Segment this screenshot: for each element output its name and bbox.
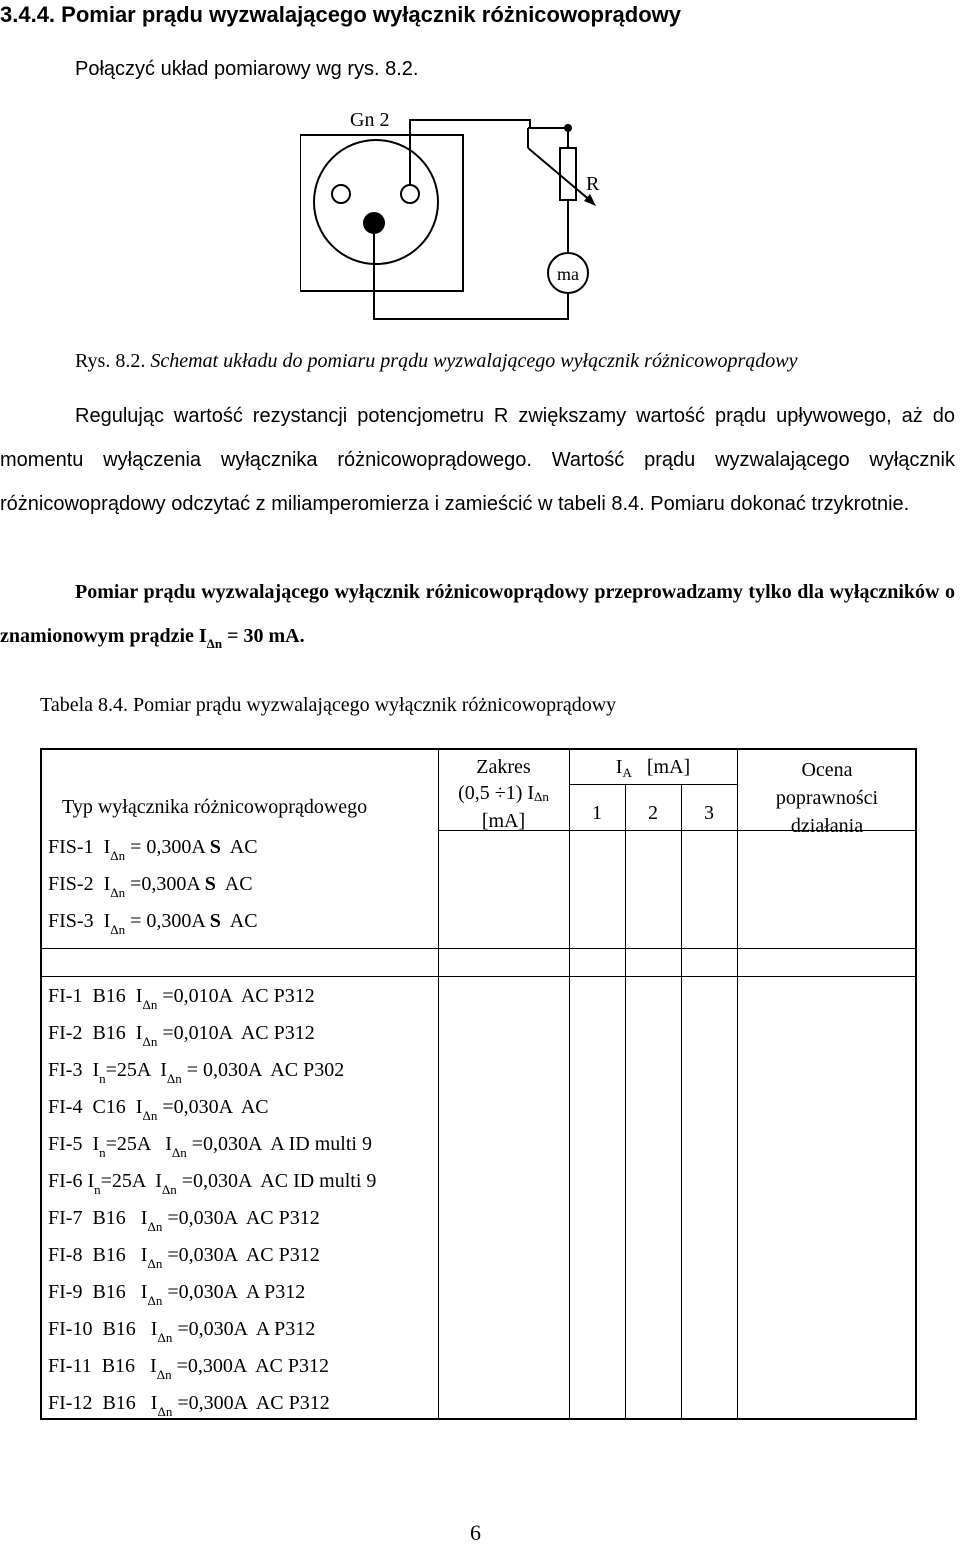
header-ia: $I_A$ [mA] bbox=[615, 756, 691, 780]
wire-top bbox=[410, 120, 530, 185]
table-row: FI-10 B16 $I_{\Delta n} =0,030A$ A P312 bbox=[48, 1318, 316, 1345]
socket-hole-right bbox=[401, 185, 419, 203]
table-row: FI-4 C16 $I_{\Delta n} =0,030A$ AC bbox=[48, 1096, 269, 1123]
section-heading: 3.4.4. Pomiar prądu wyzwalającego wyłącznik różnicowoprądowy bbox=[0, 2, 681, 27]
socket-frame bbox=[300, 135, 463, 291]
socket-label: Gn 2 bbox=[350, 109, 390, 131]
meter-label: ma bbox=[557, 264, 579, 284]
header-evaluation: Ocena poprawności działania bbox=[775, 759, 879, 837]
header-range-line1: Zakres bbox=[476, 756, 531, 778]
table-row: FI-8 B16 $I_{\Delta n} =0,030A$ AC P312 bbox=[48, 1244, 320, 1271]
note-text: Pomiar prądu wyzwalającego wyłącznik różnicowoprądowy przeprowadzamy tylko dla wyłączników o znamionowym prądzie I bbox=[0, 581, 955, 647]
col-divider bbox=[569, 750, 570, 1418]
table-row: FI-2 B16 $I_{\Delta n} =0,010A$ AC P312 bbox=[48, 1022, 315, 1049]
note-subscript: Δn bbox=[206, 636, 223, 651]
resistor bbox=[560, 148, 576, 200]
header-measure-2: 2 bbox=[648, 802, 658, 824]
paragraph-note bbox=[0, 570, 955, 660]
page-number: 6 bbox=[470, 1520, 481, 1545]
measurement-table bbox=[40, 748, 917, 1420]
header-measure-1: 1 bbox=[592, 802, 602, 824]
socket-circle bbox=[314, 140, 438, 264]
header-type: Typ wyłącznika różnicowoprądowego bbox=[62, 796, 368, 818]
table-row: FI-3 $I_n=25A$ $I_{\Delta n} = 0,030A$ AC P302 bbox=[48, 1059, 345, 1086]
col-divider bbox=[438, 750, 439, 1418]
note-value: = 30 mA. bbox=[222, 625, 305, 647]
circuit-diagram bbox=[300, 100, 640, 340]
table-row: FIS-3 $I_{\Delta n} = 0,300A$ S AC bbox=[48, 910, 258, 937]
table-row: FI-1 B16 $I_{\Delta n} =0,010A$ AC P312 bbox=[48, 985, 315, 1012]
instruction-text: Połączyć układ pomiarowy wg rys. 8.2. bbox=[75, 58, 419, 80]
wire-bottom bbox=[374, 233, 568, 319]
resistor-label: R bbox=[586, 173, 600, 195]
paragraph-procedure: Regulując wartość rezystancji potencjometru R zwiększamy wartość prądu upływowego, aż do momentu wyłączenia wyłącznika różnicowoprądowego. Wartość prądu wyzwalającego wyłącznik różnicowoprądowy odczytać z miliamperomierza i zamieścić w tabeli 8.4. Pomiaru dokonać trzykrotnie. bbox=[0, 405, 955, 515]
table-row: FIS-1 $I_{\Delta n} = 0,300A$ S AC bbox=[48, 836, 258, 863]
caption-number: Rys. 8.2. bbox=[75, 350, 146, 372]
table-row: FI-9 B16 $I_{\Delta n} =0,030A$ A P312 bbox=[48, 1281, 306, 1308]
node-dot bbox=[564, 124, 572, 132]
header-range-sub: Δn bbox=[534, 789, 549, 804]
header-measure-3: 3 bbox=[704, 802, 714, 824]
socket-pin bbox=[364, 213, 384, 233]
header-range-line2: (0,5 ÷1) I bbox=[458, 782, 535, 804]
figure-caption bbox=[75, 350, 798, 373]
header-range bbox=[438, 754, 569, 834]
socket-hole-left bbox=[332, 185, 350, 203]
table-row: FI-6 $I_n=25A$ $I_{\Delta n} =0,030A$ AC ID multi 9 bbox=[48, 1170, 377, 1197]
table-row: FI-12 B16 $I_{\Delta n} =0,300A$ AC P312 bbox=[48, 1392, 330, 1419]
table-row: FIS-2 $I_{\Delta n} =0,300A$ S AC bbox=[48, 873, 253, 900]
table-row: FI-11 B16 $I_{\Delta n} =0,300A$ AC P312 bbox=[48, 1355, 329, 1382]
caption-text: Schemat układu do pomiaru prądu wyzwalającego wyłącznik różnicowoprądowy bbox=[150, 350, 798, 372]
header-range-line3: [mA] bbox=[481, 810, 526, 832]
table-title: Tabela 8.4. Pomiar prądu wyzwalającego wyłącznik różnicowoprądowy bbox=[40, 694, 617, 716]
table-row: FI-5 $I_n=25A$ $I_{\Delta n} =0,030A$ A ID multi 9 bbox=[48, 1133, 372, 1160]
table-row: FI-7 B16 $I_{\Delta n} =0,030A$ AC P312 bbox=[48, 1207, 320, 1234]
col-divider bbox=[737, 750, 738, 1418]
